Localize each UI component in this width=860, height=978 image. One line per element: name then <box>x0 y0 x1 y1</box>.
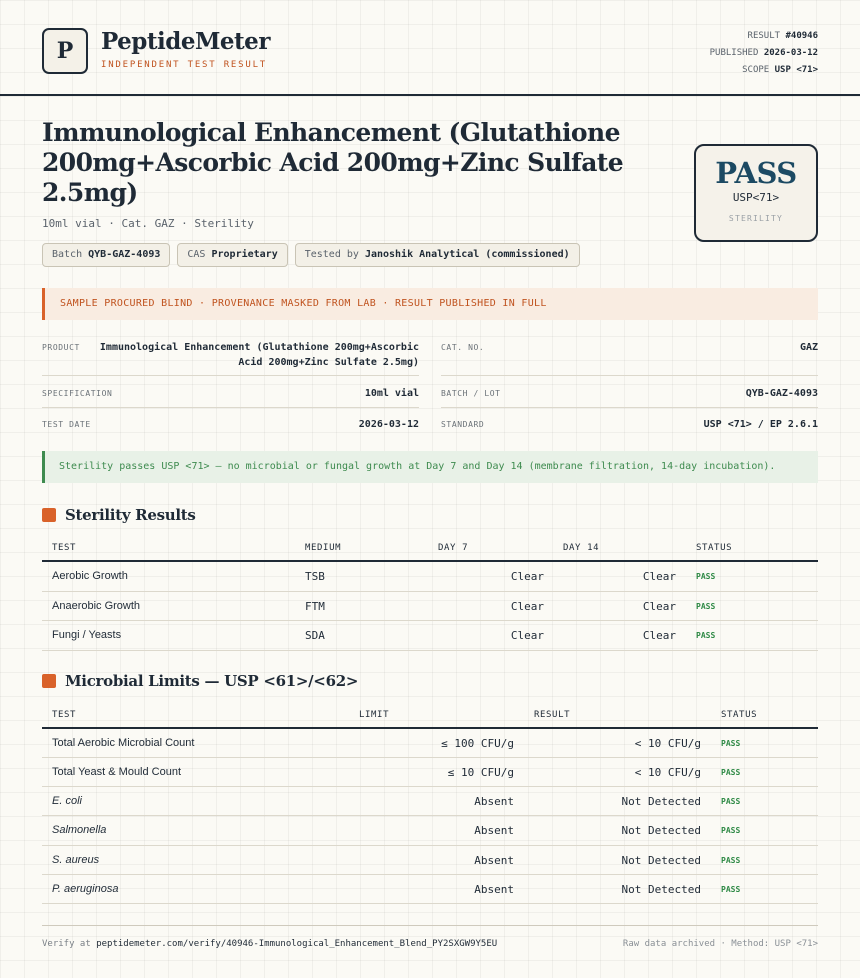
test-date-label: TEST DATE <box>42 420 91 429</box>
status-badge: PASS <box>721 739 741 748</box>
row-divider <box>42 903 818 904</box>
tested-by-chip <box>295 243 580 267</box>
batch-lot-value: QYB-GAZ-4093 <box>745 388 818 399</box>
microbial-row-result: Not Detected <box>621 795 701 808</box>
archive-note: Raw data archived · Method: USP <71> <box>622 939 818 949</box>
microbial-row-result: Not Detected <box>621 824 701 837</box>
row-divider <box>42 786 818 787</box>
verify-prefix: Verify at <box>42 939 91 949</box>
batch-chip <box>42 243 170 267</box>
status-badge: PASS <box>696 572 716 581</box>
row-divider <box>42 650 818 651</box>
product-subtitle: 10ml vial · Cat. GAZ · Sterility <box>42 217 254 230</box>
status-badge: PASS <box>721 797 741 806</box>
catno-label: CAT. NO. <box>441 343 485 352</box>
col-header-day14: DAY 14 <box>563 543 600 553</box>
sterility-row-day7: Clear <box>510 600 544 613</box>
scope-value: USP <71> <box>774 65 818 75</box>
microbial-section-title <box>42 672 358 690</box>
microbial-row-limit: ≤ 100 CFU/g <box>441 737 514 750</box>
col-header-status: STATUS <box>696 543 733 553</box>
row-divider <box>42 620 818 621</box>
col-header-result: RESULT <box>534 710 571 720</box>
sterility-row-medium: SDA <box>305 629 325 642</box>
info-divider <box>42 375 419 376</box>
table-header-rule <box>42 727 818 729</box>
info-divider <box>42 407 419 408</box>
microbial-row-limit: Absent <box>474 795 514 808</box>
info-divider <box>441 407 818 408</box>
published-date: 2026-03-12 <box>763 48 818 58</box>
batch-chip-label: Batch <box>52 249 83 260</box>
sterility-row-test: Aerobic Growth <box>52 570 128 582</box>
microbial-row-test: Salmonella <box>52 824 107 836</box>
col-header-status: STATUS <box>721 710 758 720</box>
result-label: RESULT <box>747 31 781 41</box>
row-divider <box>42 874 818 875</box>
batch-chip-value: QYB-GAZ-4093 <box>88 249 161 260</box>
verdict-kind: STERILITY <box>728 214 784 223</box>
microbial-row-result: Not Detected <box>621 883 701 896</box>
microbial-row-test: Total Yeast & Mould Count <box>52 766 182 778</box>
microbial-row-test: Total Aerobic Microbial Count <box>52 737 195 749</box>
col-header-test: TEST <box>52 710 77 720</box>
logo <box>42 28 88 74</box>
specification-label: SPECIFICATION <box>42 389 113 398</box>
section-marker-icon <box>42 508 56 522</box>
microbial-row-limit: Absent <box>474 824 514 837</box>
microbial-row-limit: Absent <box>474 854 514 867</box>
sterility-section-title <box>42 506 196 524</box>
sterility-title: Sterility Results <box>65 506 196 524</box>
test-date-value: 2026-03-12 <box>358 419 419 430</box>
standard-label: STANDARD <box>441 420 485 429</box>
report-header <box>0 0 860 96</box>
microbial-row-test: P. aeruginosa <box>52 883 119 895</box>
cas-chip-label: CAS <box>187 249 206 260</box>
product-value <box>96 340 419 370</box>
verify-link[interactable]: peptidemeter.com/verify/40946-Immunological_Enhancement_Blend_PY2SXGW9Y5EU <box>96 939 498 949</box>
standard-value: USP <71> / EP 2.6.1 <box>703 419 818 430</box>
brand-tagline: INDEPENDENT TEST RESULT <box>101 60 268 70</box>
verdict-word: PASS <box>715 156 797 190</box>
batch-lot-label: BATCH / LOT <box>441 389 501 398</box>
catno-value: GAZ <box>799 342 818 353</box>
result-id: #40946 <box>785 31 818 41</box>
col-header-medium: MEDIUM <box>305 543 342 553</box>
sterility-row-medium: FTM <box>305 600 325 613</box>
sterility-row-day14: Clear <box>642 629 676 642</box>
result-summary: Sterility passes USP <71> — no microbial or fungal growth at Day 7 and Day 14 (membrane filtration, 14-day incubation). <box>42 451 818 483</box>
row-divider <box>42 815 818 816</box>
status-badge: PASS <box>696 631 716 640</box>
microbial-row-result: Not Detected <box>621 854 701 867</box>
status-badge: PASS <box>721 768 741 777</box>
microbial-title: Microbial Limits — USP <61>/<62> <box>65 672 359 690</box>
status-badge: PASS <box>721 826 741 835</box>
microbial-row-test: E. coli <box>52 795 82 807</box>
sterility-row-day7: Clear <box>510 570 544 583</box>
sterility-row-test: Anaerobic Growth <box>52 600 141 612</box>
sterility-row-test: Fungi / Yeasts <box>52 629 122 641</box>
sterility-row-day14: Clear <box>642 570 676 583</box>
verdict-badge <box>694 144 818 242</box>
product-value-line1: Immunological Enhancement (Glutathione 200mg+Ascorbic <box>99 342 419 353</box>
sterility-row-day7: Clear <box>510 629 544 642</box>
page-title: Immunological Enhancement (Glutathione 200mg+Ascorbic Acid 200mg+Zinc Sulfate 2.5mg) <box>42 118 624 207</box>
col-header-test: TEST <box>52 543 77 553</box>
microbial-row-limit: Absent <box>474 883 514 896</box>
published-label: PUBLISHED <box>709 48 759 58</box>
product-value-line2: Acid 200mg+Zinc Sulfate 2.5mg) <box>238 357 419 368</box>
microbial-row-result: < 10 CFU/g <box>634 766 701 779</box>
sterility-row-medium: TSB <box>305 570 325 583</box>
sterility-row-day14: Clear <box>642 600 676 613</box>
row-divider <box>42 591 818 592</box>
scope-label: SCOPE <box>742 65 770 75</box>
footer-divider <box>42 925 818 926</box>
row-divider <box>42 757 818 758</box>
status-badge: PASS <box>696 602 716 611</box>
row-divider <box>42 845 818 846</box>
tested-by-chip-value: Janoshik Analytical (commissioned) <box>364 249 570 260</box>
blind-sample-notice: SAMPLE PROCURED BLIND · PROVENANCE MASKED FROM LAB · RESULT PUBLISHED IN FULL <box>42 288 818 320</box>
status-badge: PASS <box>721 885 741 894</box>
result-meta <box>710 28 818 79</box>
section-marker-icon <box>42 674 56 688</box>
verdict-standard: USP<71> <box>732 191 780 204</box>
cas-chip <box>177 243 287 267</box>
info-divider <box>441 375 818 376</box>
specification-value: 10ml vial <box>364 388 419 399</box>
brand-name: PeptideMeter <box>101 28 270 55</box>
product-label: PRODUCT <box>42 343 80 352</box>
table-header-rule <box>42 560 818 562</box>
microbial-row-limit: ≤ 10 CFU/g <box>447 766 514 779</box>
tested-by-chip-label: Tested by <box>304 249 359 260</box>
status-badge: PASS <box>721 856 741 865</box>
microbial-row-test: S. aureus <box>52 854 100 866</box>
logo-letter: P <box>56 38 74 64</box>
cas-chip-value: Proprietary <box>211 249 278 260</box>
chip-row <box>42 243 580 267</box>
microbial-row-result: < 10 CFU/g <box>634 737 701 750</box>
col-header-limit: LIMIT <box>359 710 390 720</box>
verify-text <box>42 939 497 949</box>
col-header-day7: DAY 7 <box>438 543 469 553</box>
